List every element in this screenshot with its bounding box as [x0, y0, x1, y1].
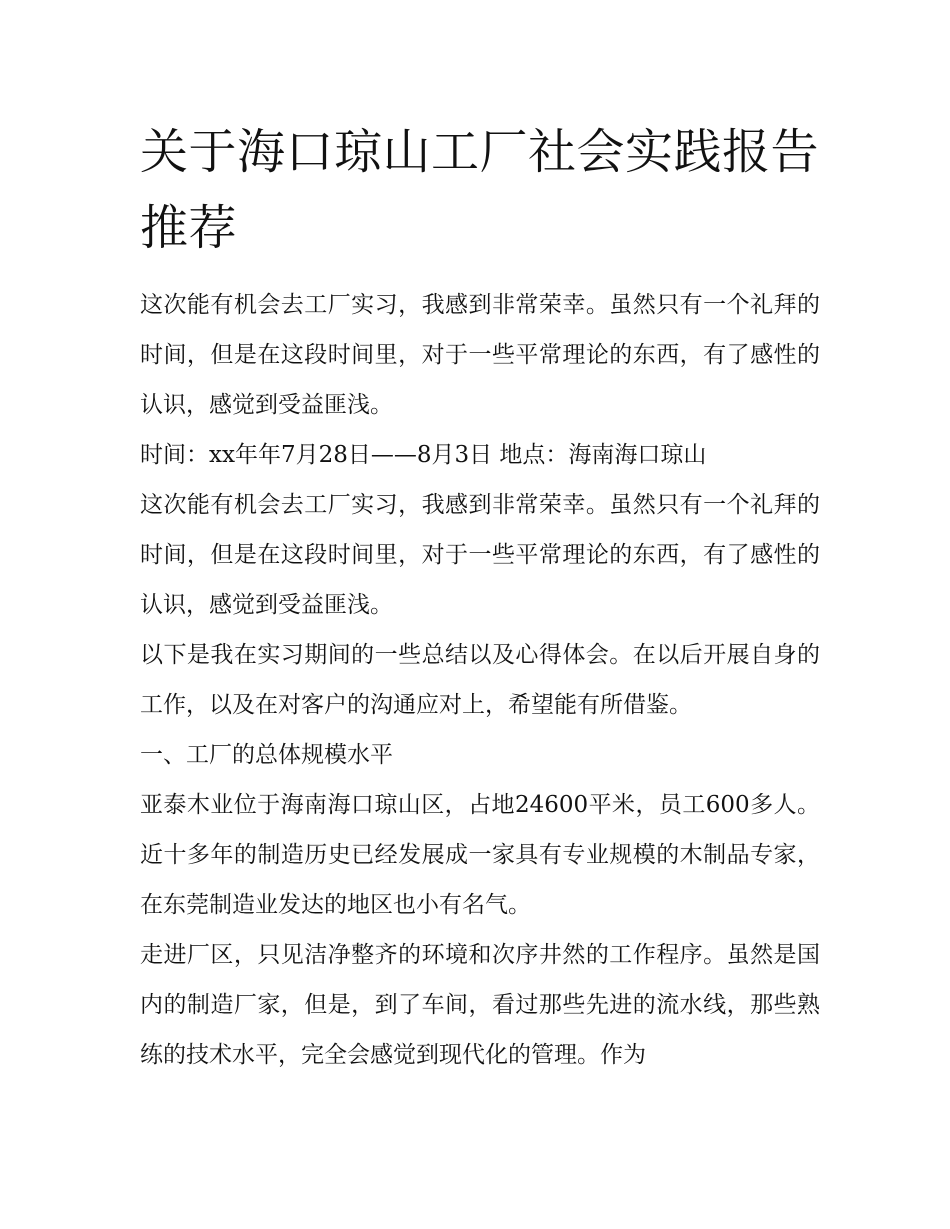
paragraph-intro-repeat: 这次能有机会去工厂实习，我感到非常荣幸。虽然只有一个礼拜的时间，但是在这段时间里，对于一些平常理论的东西，有了感性的认识，感觉到受益匪浅。: [140, 492, 820, 618]
paragraph-time-location: 时间：xx年年7月28日——8月3日 地点：海南海口琼山: [140, 442, 707, 468]
document-title: 关于海口琼山工厂社会实践报告推荐: [140, 124, 820, 256]
document-body: [140, 280, 820, 1080]
paragraph-intro: 这次能有机会去工厂实习，我感到非常荣幸。虽然只有一个礼拜的时间，但是在这段时间里，对于一些平常理论的东西，有了感性的认识，感觉到受益匪浅。: [140, 292, 820, 418]
paragraph-factory: 走进厂区，只见洁净整齐的环境和次序井然的工作程序。虽然是国内的制造厂家，但是，到了车间，看过那些先进的流水线，那些熟练的技术水平，完全会感觉到现代化的管理。作为: [140, 942, 820, 1068]
paragraph-company: 亚泰木业位于海南海口琼山区，占地24600平米，员工600多人。近十多年的制造历史已经发展成一家具有专业规模的木制品专家，在东莞制造业发达的地区也小有名气。: [140, 792, 820, 918]
paragraph-summary: 以下是我在实习期间的一些总结以及心得体会。在以后开展自身的工作，以及在对客户的沟通应对上，希望能有所借鉴。: [140, 642, 820, 718]
section-heading: 一、工厂的总体规模水平: [140, 742, 393, 768]
